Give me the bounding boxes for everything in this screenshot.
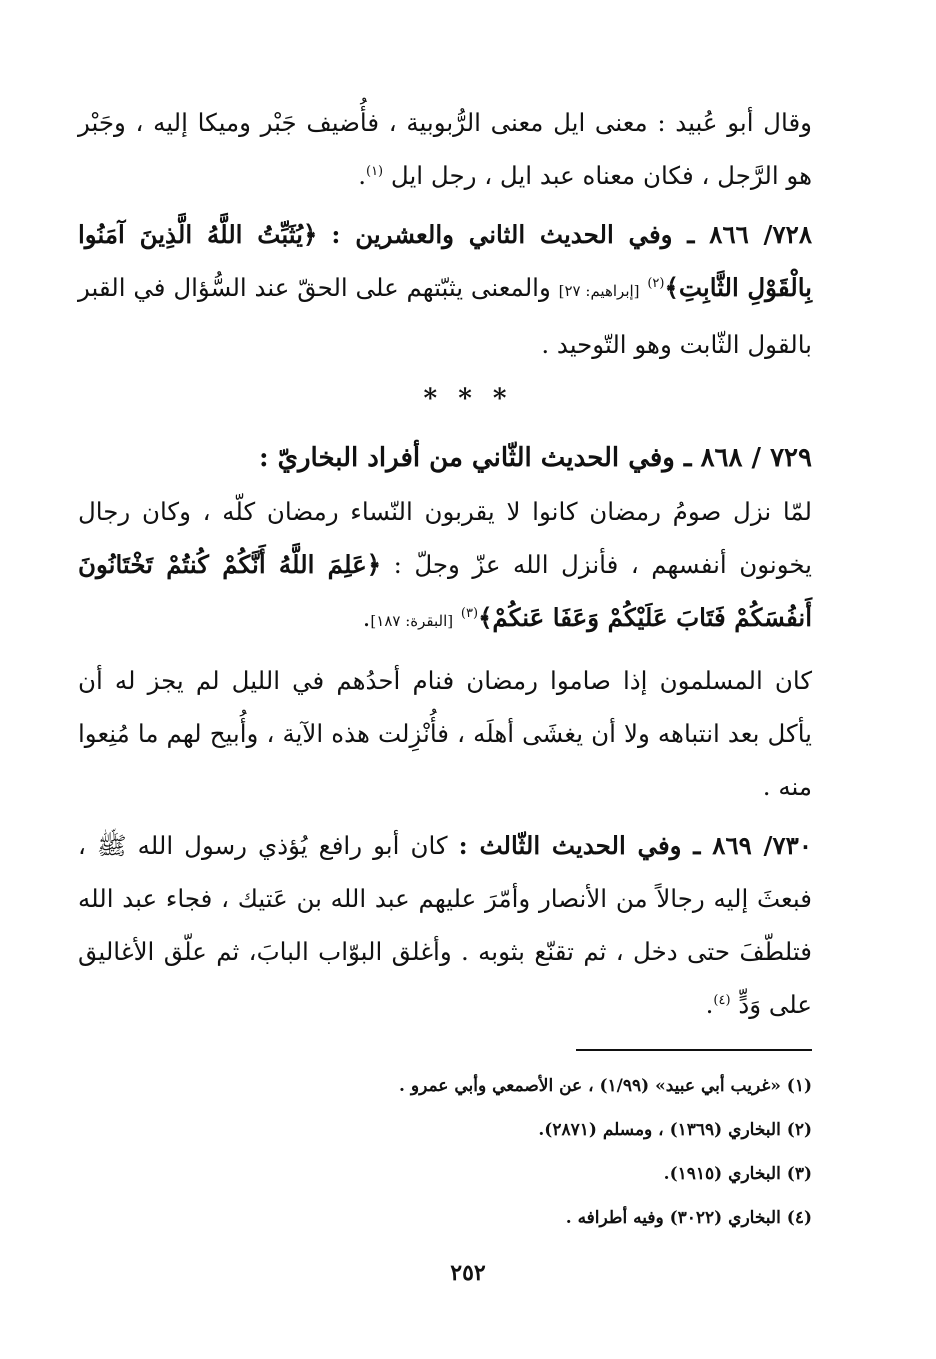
footnote-marker: (٣) [460, 605, 479, 621]
footnote-2: (٢) البخاري (١٣٦٩) ، ومسلم (٢٨٧١). [538, 1120, 812, 1140]
paragraph-text: لمّا نزل صومُ رمضان كانوا لا يقربون النّساء رمضان كلّه ، وكان رجال يخونون أنفسهم ، فأنزل الله عزّ وجلّ : [78, 497, 812, 579]
footnote-divider [576, 1049, 812, 1051]
footnote-3: (٣) البخاري (١٩١٥). [663, 1164, 812, 1184]
quran-verse: ﴿يُثَبِّتُ اللَّهُ الَّذِينَ آمَنُوا بِالْقَوْلِ الثَّابِتِ﴾ [78, 220, 812, 302]
footnote-marker: (٤) [713, 992, 731, 1008]
hadith-text: كان أبو رافع يُؤذي رسول الله ﷺ ، فبعثَ إليه رجالاً من الأنصار وأمّرَ عليهم عبد الله بن عَتيك ، فجاء عبد الله فتلطّفَ حتى دخل ، ثم تقنّع بثوبه . وأغلق البوّاب البابَ، ثم علّق الأغاليق على وَدٍّ [78, 831, 812, 1019]
section-separator: * * * [423, 384, 513, 414]
verse-reference: [البقرة: ١٨٧] [370, 612, 454, 630]
paragraph-text: وقال أبو عُبيد : معنى ايل معنى الرُّبوبية ، فأُضيف جَبْر وميكا إليه ، وجَبْر هو الرَّجل ، فكان معناه عبد ايل ، رجل ايل [78, 108, 812, 190]
hadith-text: والمعنى يثبّتهم على الحقّ عند السُّؤال في القبر بالقول الثّابت وهو التّوحيد . [78, 273, 812, 359]
footnote-marker: (١) [365, 163, 384, 179]
footnote-4: (٤) البخاري (٣٠٢٢) وفيه أطرافه . [565, 1208, 812, 1228]
hadith-728 [78, 208, 812, 371]
footnotes [252, 1064, 812, 1240]
hadith-heading-729: ٧٢٩ / ٨٦٨ ـ وفي الحديث الثّاني من أفراد البخاريّ : [259, 443, 812, 473]
paragraph-729b: كان المسلمون إذا صاموا رمضان فنام أحدُهم في الليل لم يجز له أن يأكل بعد انتباهه ولا أن يغشَى أهلَه ، فأُنْزِلت هذه الآية ، وأُبيح لهم ما مُنِعوا منه . [78, 666, 812, 801]
paragraph-729a: لمّا نزل صومُ رمضان كانوا لا يقربون النّساء رمضان كلّه ، وكان رجال يخونون أنفسهم ، فأنزل الله عزّ وجلّ : ﴿عَلِمَ اللَّهُ أَنَّكُمْ كُنتُمْ تَخْتَانُونَ أَنفُسَكُمْ فَتَابَ عَلَيْكُمْ وَعَفَا عَنكُمْ﴾$^{(٣)}$ [البقرة: ١٨٧]. [78, 497, 812, 632]
quran-verse: ﴿عَلِمَ اللَّهُ أَنَّكُمْ كُنتُمْ تَخْتَانُونَ أَنفُسَكُمْ فَتَابَ عَلَيْكُمْ وَعَفَا عَنكُمْ﴾ [78, 550, 812, 632]
hadith-730: ٧٣٠/ ٨٦٩ ـ وفي الحديث الثّالث : كان أبو رافع يُؤذي رسول الله ﷺ ، فبعثَ إليه رجالاً من الأنصار وأمّرَ عليهم عبد الله بن عَتيك ، فجاء عبد الله فتلطّفَ حتى دخل ، ثم تقنّع بثوبه . وأغلق البوّاب البابَ، ثم علّق الأغاليق على وَدٍّ $^{(٤)}$. [78, 831, 812, 1019]
main-text [78, 96, 812, 371]
hadith-heading: ٧٣٠/ ٨٦٩ ـ وفي الحديث الثّالث : [458, 831, 812, 860]
verse-reference: [إبراهيم: ٢٧] [558, 282, 640, 300]
footnote-marker: (٢) [647, 275, 665, 291]
paragraph-abu-ubaid: وقال أبو عُبيد : معنى ايل معنى الرُّبوبية ، فأُضيف جَبْر وميكا إليه ، وجَبْر هو الرَّجل ، فكان معناه عبد ايل ، رجل ايل $^{(١)}$. [78, 108, 812, 190]
page-number: ٢٥٢ [450, 1260, 486, 1286]
footnote-1: (١) «غريب أبي عبيد» (١/٩٩) ، عن الأصمعي وأبي عمرو . [399, 1076, 812, 1096]
hadith-heading: ٧٢٨/ ٨٦٦ ـ وفي الحديث الثاني والعشرين : [331, 220, 812, 249]
main-text-2 [78, 432, 812, 1031]
